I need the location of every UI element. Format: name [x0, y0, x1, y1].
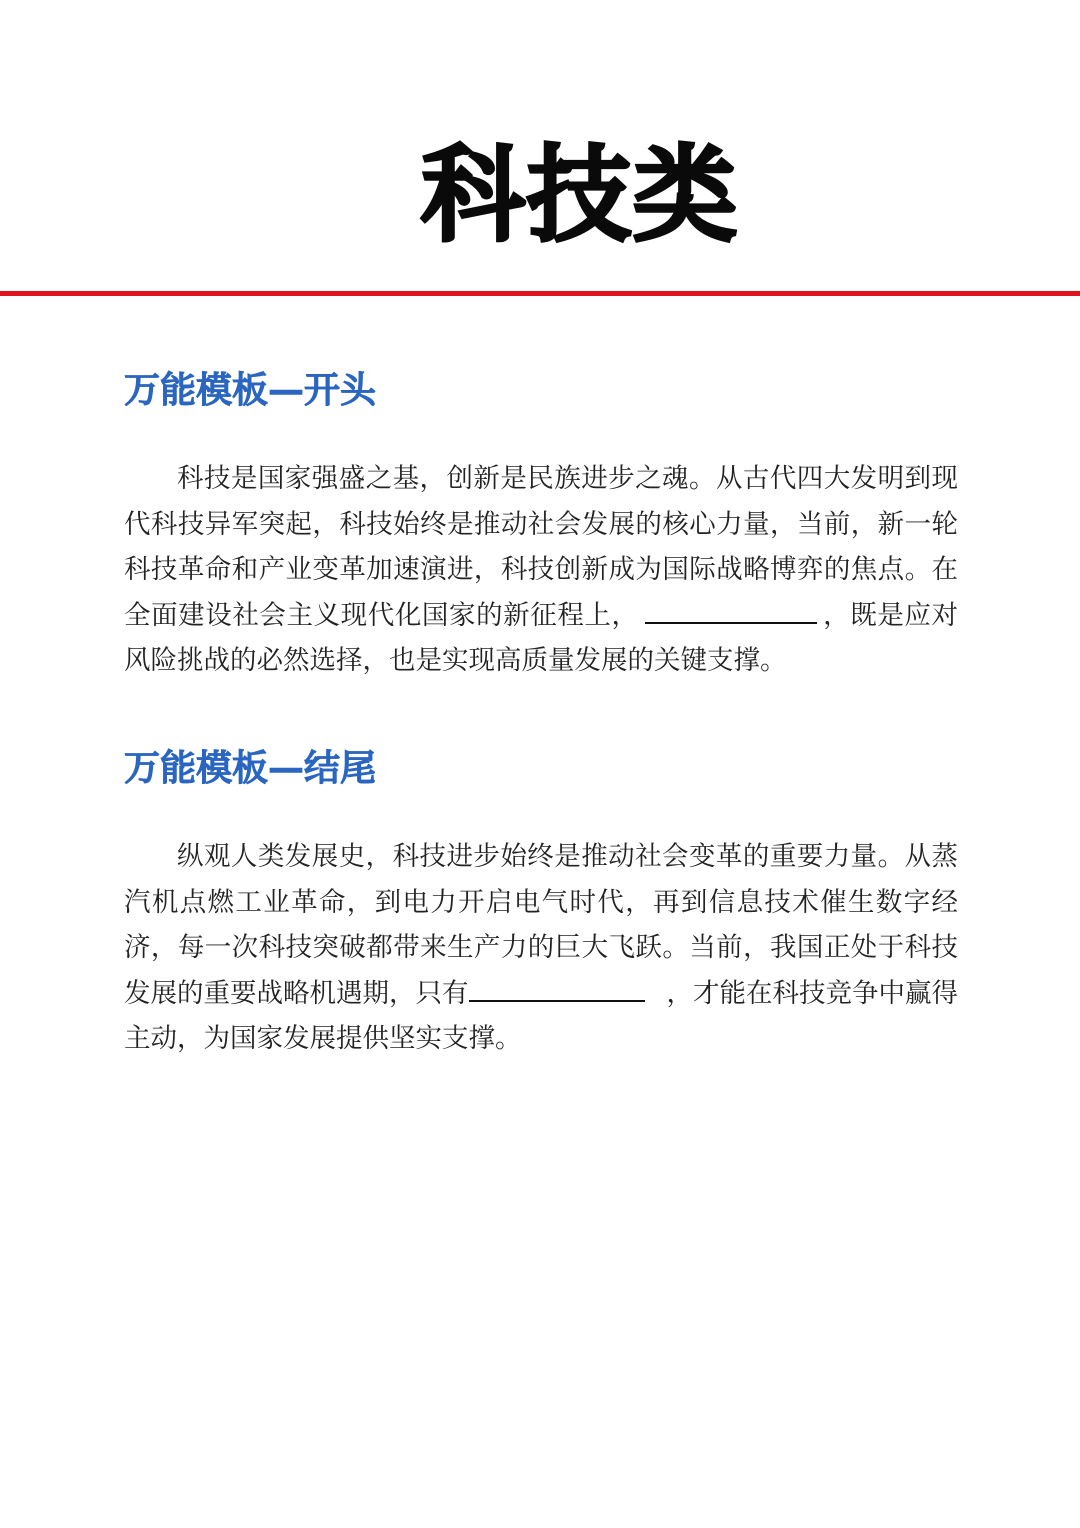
section-ending: [124, 744, 958, 1062]
opening-text-before-blank: 科技是国家强盛之基，创新是民族进步之魂。从古代四大发明到现代科技异军突起，科技始终是推动社会发展的核心力量，当前，新一轮科技革命和产业变革加速演进，科技创新成为国际战略博弈的焦点。在全面建设社会主义现代化国家的新征程上，: [124, 463, 958, 631]
title-divider: [0, 291, 1080, 296]
section-heading-ending: 万能模板—结尾: [124, 748, 377, 789]
section-heading-opening: 万能模板—开头: [124, 370, 377, 411]
fill-in-blank: [469, 974, 645, 1002]
ending-text-before-blank: 纵观人类发展史，科技进步始终是推动社会变革的重要力量。从蒸汽机点燃工业革命，到电力开启电气时代，再到信息技术催生数字经济，每一次科技突破都带来生产力的巨大飞跃。当前，我国正处于科技发展的重要战略机遇期，只有: [124, 841, 958, 1009]
page-title: 科技类: [420, 134, 739, 256]
section-body-opening: [124, 456, 958, 684]
section-opening: [124, 366, 958, 684]
fill-in-blank: [645, 596, 817, 624]
ending-text-after-blank: ，才能在科技竞争中赢得主动，为国家发展提供坚实支撑。: [124, 977, 958, 1054]
opening-text-after-blank: ，既是应对风险挑战的必然选择，也是实现高质量发展的关键支撑。: [124, 599, 959, 676]
section-body-ending: [124, 834, 958, 1062]
